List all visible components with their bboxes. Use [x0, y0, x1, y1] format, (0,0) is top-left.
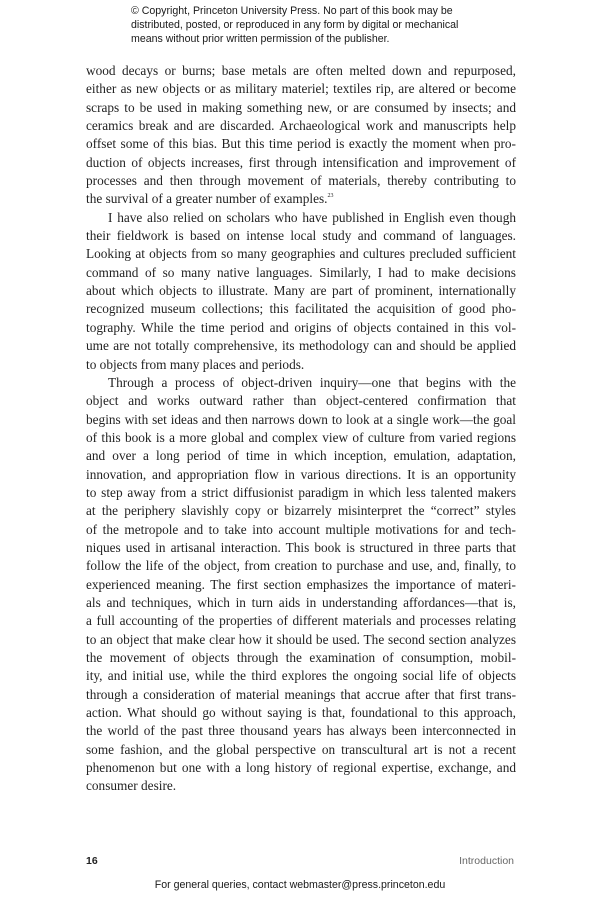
text-line: begins with set ideas and then narrows down to look at a single work—the goal — [86, 411, 516, 427]
text-line: offset some of this bias. But this time period is exactly the moment when pro- — [86, 136, 516, 152]
text-line: duction of objects increases, first through intensification and improvement of — [86, 154, 516, 170]
text-line: about which objects to illustrate. Many are part of prominent, internationally — [86, 283, 516, 299]
text-line: Looking at objects from so many geographies and cultures precluded sufficient — [86, 246, 516, 262]
text-line: als and techniques, which in turn aids in understanding affordances—that is, — [86, 594, 516, 610]
text-line: to step away from a strict diffusionist paradigm in which less talented makers — [86, 484, 516, 500]
text-line: their fieldwork is based on intense local study and command of languages. — [86, 228, 516, 244]
text-line: experienced meaning. The first section emphasizes the importance of materi- — [86, 576, 516, 592]
text-line: consumer desire. — [86, 778, 177, 794]
text-line: and over a long period of time in which inception, emulation, adaptation, — [86, 448, 516, 464]
text-line: wood decays or burns; base metals are often melted down and repurposed, — [86, 63, 516, 78]
text-line: phenomenon but one with a long history of regional expertise, exchange, and — [86, 760, 516, 776]
text-line: to objects from many places and periods. — [86, 356, 305, 372]
text-line: action. What should go without saying is that, foundational to this approach, — [86, 705, 516, 721]
text-line: at the periphery slavishly copy or bizarrely misinterpret the “correct” styles — [86, 503, 516, 519]
text-line — [86, 190, 516, 208]
text-line: either as new objects or as military materiel; textiles rip, are altered or become — [86, 81, 516, 97]
text-line: to an object that make clear how it should be used. The second section analyzes — [86, 631, 516, 647]
text-line: the world of the past three thousand years has always been interconnected in — [86, 723, 516, 739]
text-line: niques used in artisanal interaction. This book is structured in three parts that — [86, 539, 516, 555]
text-line: follow the life of the object, from creation to purchase and use, and, finally, to — [86, 558, 516, 574]
text-span: the survival of a greater number of examples. — [86, 191, 328, 207]
copyright-line: means without prior written permission of the publisher. — [131, 33, 390, 45]
text-line: some fashion, and the global perspective on transcultural art is not a recent — [86, 741, 516, 757]
paragraph — [86, 209, 516, 374]
text-line: scraps to be used in making something new, or are consumed by insects; and — [86, 99, 516, 115]
text-line: of this book is a more global and complex view of culture from varied regions — [86, 429, 516, 445]
footnote-marker: 23 — [327, 193, 334, 200]
text-line: ity, and initial use, while the third explores the ongoing social life of objects — [86, 668, 516, 684]
text-line: Through a process of object-driven inquiry—one that begins with the — [108, 374, 516, 390]
text-line: innovation, and appropriation flow in various directions. It is an opportunity — [86, 466, 516, 482]
text-line: of the metropole and to take into account multiple motivations for and tech- — [86, 521, 516, 537]
text-line: recognized museum collections; this facilitated the acquisition of good pho- — [86, 301, 516, 317]
body-text — [86, 62, 516, 796]
text-line: processes and then through movement of materials, thereby contributing to — [86, 173, 516, 189]
text-line: the movement of objects through the examination of consumption, mobil- — [86, 650, 516, 665]
text-line: through a consideration of material meanings that accrue after that first trans- — [86, 686, 516, 702]
text-line: tography. While the time period and origins of objects contained in this vol- — [86, 319, 516, 335]
contact-notice: For general queries, contact webmaster@press.princeton.edu — [154, 879, 446, 891]
text-line: command of so many native languages. Similarly, I had to make decisions — [86, 264, 516, 280]
text-line: ume are not totally comprehensive, its methodology can and should be applied — [86, 338, 516, 354]
copyright-notice — [131, 4, 491, 46]
paragraph — [86, 374, 516, 796]
text-line: ceramics break and are discarded. Archaeological work and manuscripts help — [86, 118, 516, 134]
page-number: 16 — [86, 855, 98, 867]
text-line: a full accounting of the properties of different materials and processes relating — [86, 613, 516, 629]
text-line: object and works outward rather than object-centered confirmation that — [86, 393, 516, 409]
paragraph — [86, 62, 516, 209]
copyright-line: distributed, posted, or reproduced in any form by digital or mechanical — [131, 19, 459, 31]
running-head: Introduction — [459, 855, 514, 867]
text-line: I have also relied on scholars who have published in English even though — [108, 209, 516, 225]
copyright-line: © Copyright, Princeton University Press. No part of this book may be — [131, 5, 453, 17]
